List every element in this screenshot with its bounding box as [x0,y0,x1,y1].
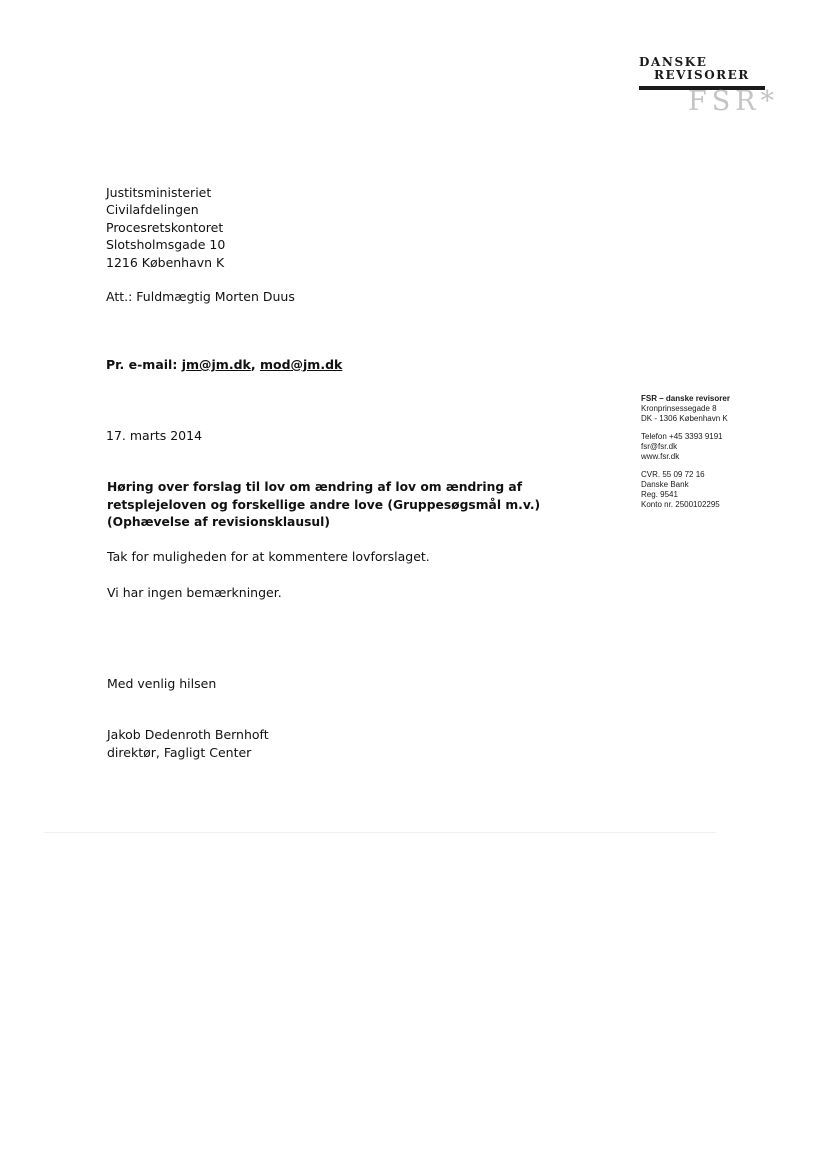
fsr-logo-mark: FSR* [688,86,780,117]
subject-line: (Ophævelse af revisionsklausul) [107,515,331,529]
recipient-line: Justitsministeriet [106,185,212,200]
delivery-prefix: Pr. e-mail: [106,357,178,372]
email-separator: , [250,357,256,372]
sender-org: FSR – danske revisorer [641,394,730,403]
closing-greeting: Med venlig hilsen [107,676,217,691]
signer-title: direktør, Fagligt Center [107,745,252,760]
email-link-jm[interactable]: jm@jm.dk [181,357,251,372]
signer-name: Jakob Dedenroth Bernhoft [107,727,269,742]
recipient-line: Slotsholmsgade 10 [106,237,226,253]
sender-address-2: DK - 1306 København K [641,414,728,423]
letter-subject [107,479,540,532]
sender-bank: Danske Bank [641,480,689,489]
sender-address-1: Kronprinsessegade 8 [641,404,717,413]
recipient-line: 1216 København K [106,254,225,270]
attention-line: Att.: Fuldmægtig Morten Duus [106,289,295,304]
logo-line-danske: DANSKE [639,55,708,69]
logo-line-revisorer: REVISORER [654,68,750,82]
sender-reg: Reg. 9541 [641,490,678,499]
body-paragraph-1: Tak for muligheden for at kommentere lovforslaget. [107,549,430,564]
sender-account: Konto nr. 2500102295 [641,500,720,509]
letter-date: 17. marts 2014 [106,428,203,443]
sender-email: fsr@fsr.dk [641,442,678,451]
sender-info-block [641,394,730,510]
signature-block [107,726,269,762]
delivery-line [106,357,342,372]
recipient-line: Procesretskontoret [106,219,224,235]
recipient-line: Civilafdelingen [106,202,199,218]
subject-line: Høring over forslag til lov om ændring af lov om ændring af [107,480,523,494]
faint-divider [44,832,716,833]
recipient-address [106,184,225,271]
sender-web: www.fsr.dk [641,452,680,461]
email-link-mod[interactable]: mod@jm.dk [259,357,343,372]
subject-line: retsplejeloven og forskellige andre love (Gruppesøgsmål m.v.) [107,497,541,512]
sender-phone: Telefon +45 3393 9191 [641,432,723,441]
body-paragraph-2: Vi har ingen bemærkninger. [107,585,282,600]
sender-cvr: CVR. 55 09 72 16 [641,470,705,479]
